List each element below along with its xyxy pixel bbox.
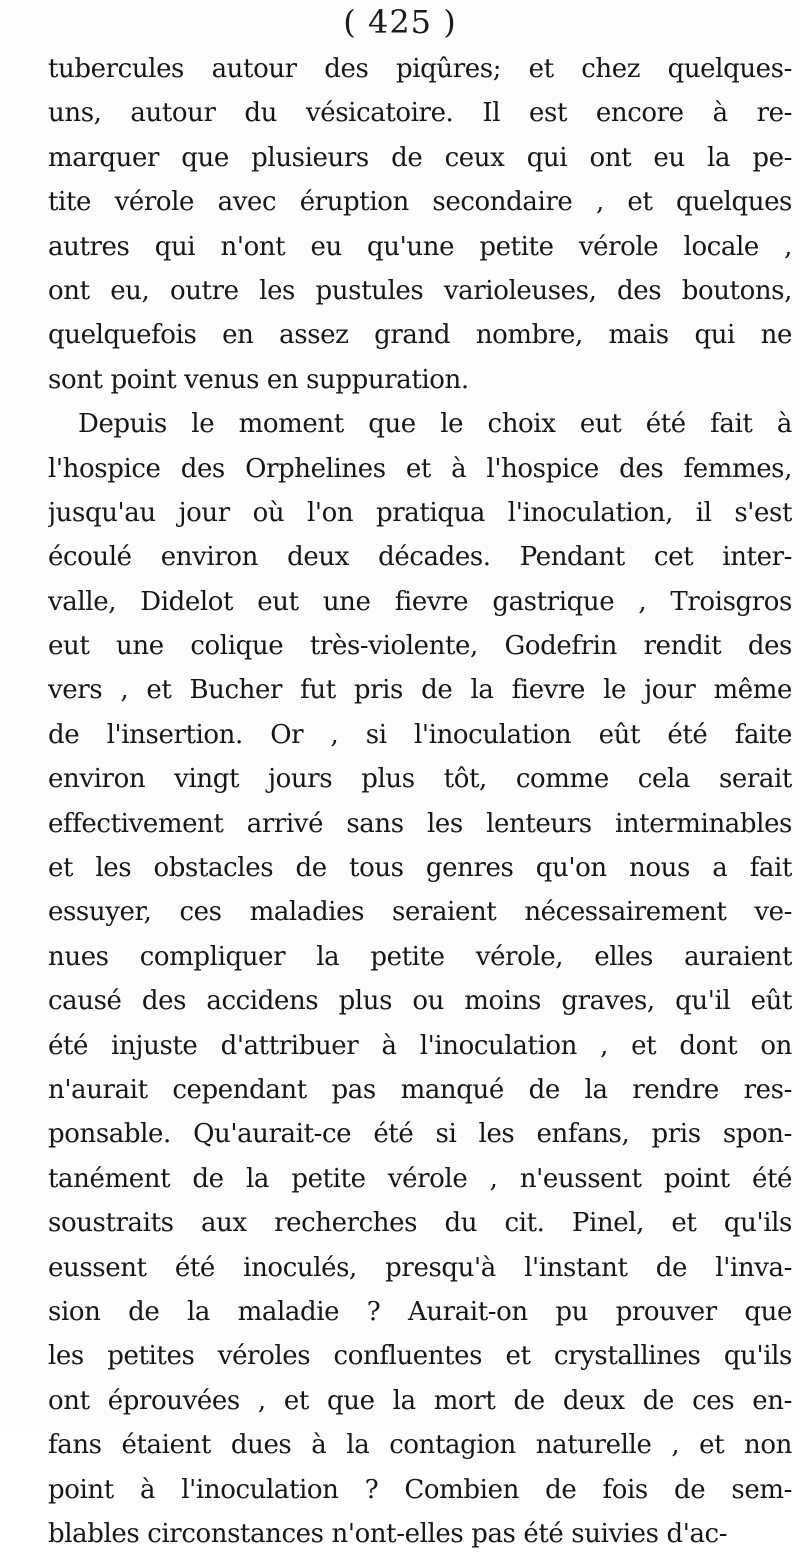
text-line: ponsable. Qu'aurait-ce été si les enfans, pris spon-	[48, 1119, 792, 1150]
text-line: tanément de la petite vérole , n'eussent point été	[48, 1163, 792, 1194]
text-line: été injuste d'attribuer à l'inoculation , et dont on	[48, 1030, 792, 1061]
text-line: ont eu, outre les pustules varioleuses, des boutons,	[48, 275, 792, 306]
text-line: écoulé environ deux décades. Pendant cet inter-	[48, 542, 792, 573]
text-line: sont point venus en suppuration.	[48, 364, 469, 395]
text-line: valle, Didelot eut une fievre gastrique , Troisgros	[48, 586, 792, 617]
text-line: les petites véroles confluentes et crystallines qu'ils	[48, 1341, 792, 1372]
text-line: n'aurait cependant pas manqué de la rendre res-	[48, 1074, 792, 1105]
text-line: tubercules autour des piqûres; et chez quelques-	[48, 54, 792, 84]
text-line: l'hospice des Orphelines et à l'hospice des femmes,	[48, 453, 792, 484]
text-line: soustraits aux recherches du cit. Pinel, et qu'ils	[48, 1208, 792, 1239]
text-line: causé des accidens plus ou moins graves, qu'il eût	[48, 986, 792, 1017]
page-number: ( 425 )	[343, 3, 457, 41]
text-line: blables circonstances n'ont-elles pas été suivies d'ac-	[48, 1518, 728, 1549]
text-line: eussent été inoculés, presqu'à l'instant de l'inva-	[48, 1252, 792, 1283]
text-line: autres qui n'ont eu qu'une petite vérole locale ,	[48, 231, 792, 262]
text-line: quelquefois en assez grand nombre, mais qui ne	[48, 320, 792, 351]
text-line: ont éprouvées , et que la mort de deux de ces en-	[48, 1385, 792, 1416]
text-line: essuyer, ces maladies seraient nécessairement ve-	[48, 897, 792, 928]
text-line: uns, autour du vésicatoire. Il est encore à re-	[48, 98, 792, 129]
text-line: de l'insertion. Or , si l'inoculation eût été faite	[48, 719, 792, 750]
text-line: vers , et Bucher fut pris de la fievre le jour même	[48, 675, 792, 706]
body-text	[48, 47, 792, 1556]
text-line: nues compliquer la petite vérole, elles auraient	[48, 941, 792, 972]
text-line: fans étaient dues à la contagion naturelle , et non	[48, 1430, 792, 1461]
text-line: marquer que plusieurs de ceux qui ont eu la pe-	[48, 142, 792, 173]
text-line: environ vingt jours plus tôt, comme cela serait	[48, 764, 792, 795]
text-line: point à l'inoculation ? Combien de fois de sem-	[48, 1474, 792, 1505]
text-line: sion de la maladie ? Aurait-on pu prouver que	[48, 1296, 792, 1327]
text-line: effectivement arrivé sans les lenteurs interminables	[48, 808, 792, 839]
text-line: tite vérole avec éruption secondaire , et quelques	[48, 187, 792, 218]
text-line: eut une colique très-violente, Godefrin rendit des	[48, 631, 792, 662]
text-line: Depuis le moment que le choix eut été fait à	[78, 409, 792, 440]
text-line: jusqu'au jour où l'on pratiqua l'inoculation, il s'est	[48, 497, 792, 528]
text-line: et les obstacles de tous genres qu'on nous a fait	[48, 853, 792, 884]
